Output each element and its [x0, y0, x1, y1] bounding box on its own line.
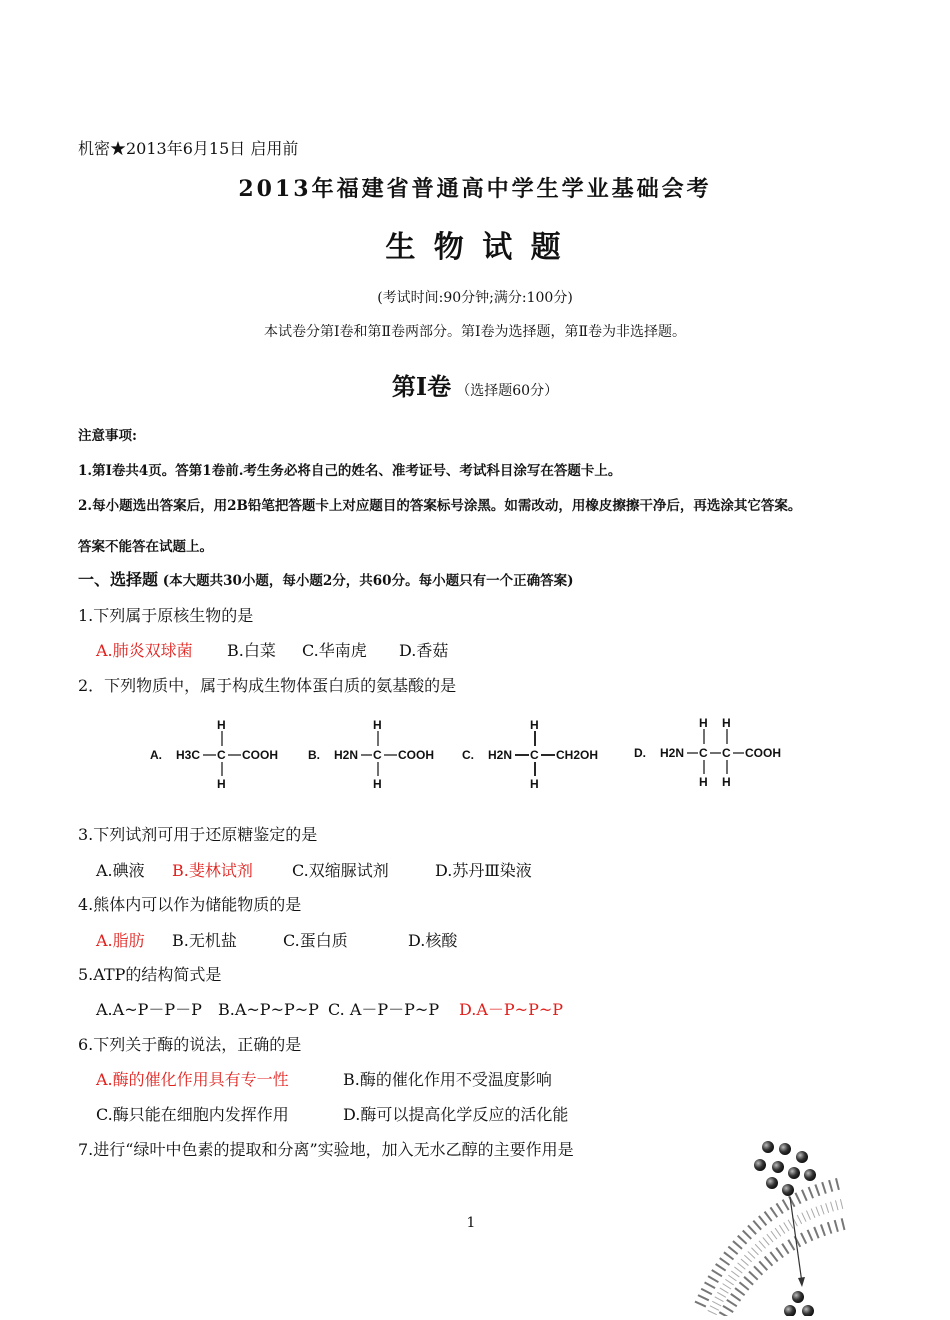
- q4-option-a: A.脂肪: [96, 931, 145, 950]
- q3-option-d: D.苏丹Ⅲ染液: [435, 861, 532, 880]
- molecule-d: [634, 712, 804, 795]
- mol-d-bottom-2: H: [722, 775, 731, 789]
- q3-option-b: B.斐林试剂: [172, 861, 253, 880]
- mol-c-left: H2N: [488, 748, 513, 762]
- question-1-stem: 1.下列属于原核生物的是: [78, 606, 254, 625]
- notes-item-1: 1.第I卷共4页。答第1卷前.考生务必将自己的姓名、准考证号、考试科目涂写在答题卡上。: [78, 463, 622, 479]
- part1-title: 第I卷: [391, 372, 452, 401]
- particle-icon: [796, 1151, 808, 1163]
- question-3-stem: 3.下列试剂可用于还原糖鉴定的是: [78, 825, 318, 844]
- confidential-line: 机密★2013年6月15日 启用前: [78, 139, 299, 158]
- mol-c-carbon: C: [530, 748, 539, 762]
- particle-icon: [804, 1169, 816, 1181]
- q6-option-a: A.酶的催化作用具有专一性: [96, 1070, 289, 1089]
- q5-option-b: B.A~P~P~P: [218, 1000, 319, 1019]
- arrow-head-icon: [798, 1277, 805, 1287]
- mol-d-top-1: H: [699, 716, 708, 730]
- particle-icon: [772, 1161, 784, 1173]
- part1-heading: [0, 367, 950, 402]
- q1-option-a: A.肺炎双球菌: [96, 641, 193, 660]
- q3-option-c: C.双缩脲试剂: [292, 861, 389, 880]
- mol-c-top: H: [530, 718, 539, 732]
- mol-d-left: H2N: [660, 746, 685, 760]
- question-3-options: [96, 861, 532, 881]
- membrane-inner-heads: [724, 1223, 848, 1316]
- q3-option-a: A.碘液: [96, 861, 145, 880]
- mol-b-carbon: C: [373, 748, 382, 762]
- q1-option-c: C.华南虎: [302, 641, 367, 660]
- q6-option-b: B.酶的催化作用不受温度影响: [343, 1070, 552, 1089]
- mol-a-top: H: [217, 718, 226, 732]
- q5-option-d: D.A－P~P~P: [459, 1000, 564, 1019]
- mol-c-bottom: H: [530, 777, 539, 791]
- molecule-a: [150, 712, 290, 795]
- exam-title: 2013年福建省普通高中学生学业基础会考: [238, 176, 712, 202]
- membrane-outer-heads: [700, 1183, 842, 1305]
- subject-title: 生 物 试 题: [385, 230, 565, 265]
- mol-a-bottom: H: [217, 777, 226, 791]
- notes-heading: 注意事项:: [78, 428, 137, 444]
- particle-icon: [766, 1177, 778, 1189]
- question-1-options: [96, 641, 448, 661]
- particle-icon: [782, 1184, 794, 1196]
- question-6-options-row-1: [96, 1070, 552, 1090]
- section-heading: [78, 570, 573, 591]
- molecule-c: [462, 712, 612, 795]
- question-2-stem: 2．下列物质中，属于构成生物体蛋白质的氨基酸的是: [78, 676, 457, 695]
- q1-option-d: D.香菇: [399, 641, 449, 660]
- question-5-stem: 5.ATP的结构简式是: [78, 965, 222, 984]
- question-6-options-row-2: [96, 1105, 568, 1125]
- mol-c-label: C.: [462, 748, 474, 762]
- q4-option-c: C.蛋白质: [283, 931, 348, 950]
- q6-option-c: C.酶只能在细胞内发挥作用: [96, 1105, 289, 1124]
- mol-a-label: A.: [150, 748, 162, 762]
- page-number: 1: [466, 1215, 476, 1231]
- cell-membrane-illustration: [690, 1135, 850, 1316]
- mol-a-right: COOH: [242, 748, 278, 762]
- question-4-stem: 4.熊体内可以作为储能物质的是: [78, 895, 302, 914]
- mol-b-left: H2N: [334, 748, 359, 762]
- membrane-svg: [690, 1135, 850, 1316]
- question-6-stem: 6.下列关于酶的说法，正确的是: [78, 1035, 302, 1054]
- q4-option-d: D.核酸: [408, 931, 458, 950]
- mol-b-bottom: H: [373, 777, 382, 791]
- mol-d-top-2: H: [722, 716, 731, 730]
- mol-a-carbon: C: [217, 748, 226, 762]
- transport-arrow: [790, 1197, 802, 1283]
- particle-icon: [754, 1159, 766, 1171]
- question-4-options: [96, 931, 457, 951]
- question-5-options: [96, 1000, 563, 1020]
- question-7-stem: 7.进行“绿叶中色素的提取和分离”实验地，加入无水乙醇的主要作用是: [78, 1140, 574, 1159]
- section-label: 一、选择题: [78, 570, 159, 589]
- part1-subtitle: （选择题60分）: [456, 383, 559, 399]
- mol-d-carbon-1: C: [699, 746, 708, 760]
- q4-option-b: B.无机盐: [172, 931, 237, 950]
- notes-item-3: 答案不能答在试题上。: [78, 539, 213, 555]
- mol-b-label: B.: [308, 748, 320, 762]
- mol-d-label: D.: [634, 746, 646, 760]
- particle-icon: [792, 1291, 804, 1303]
- particle-icon: [788, 1167, 800, 1179]
- q1-option-b: B.白菜: [227, 641, 276, 660]
- particle-icon: [779, 1143, 791, 1155]
- mol-d-carbon-2: C: [722, 746, 731, 760]
- q5-option-a: A.A~P－P－P: [96, 1000, 202, 1019]
- q6-option-d: D.酶可以提高化学反应的活化能: [343, 1105, 569, 1124]
- mol-c-right: CH2OH: [556, 748, 599, 762]
- notes-item-2: 2.每小题选出答案后，用2B铅笔把答题卡上对应题目的答案标号涂黑。如需改动，用橡皮擦擦干净后，再选涂其它答案。: [78, 498, 802, 514]
- particle-icon: [762, 1141, 774, 1153]
- mol-a-left: H3C: [176, 748, 201, 762]
- q5-option-c: C. A－P－P~P: [328, 1000, 440, 1019]
- mol-b-top: H: [373, 718, 382, 732]
- mol-d-right: COOH: [745, 746, 781, 760]
- exam-time-info: (考试时间:90分钟;满分:100分): [377, 290, 573, 306]
- particle-icon: [802, 1305, 814, 1316]
- mol-d-bottom-1: H: [699, 775, 708, 789]
- molecule-b: [308, 712, 448, 795]
- particle-icon: [784, 1305, 796, 1316]
- section-desc: (本大题共30小题，每小题2分，共60分。每小题只有一个正确答案): [158, 573, 574, 589]
- paper-intro: 本试卷分第Ⅰ卷和第Ⅱ卷两部分。第I卷为选择题，第Ⅱ卷为非选择题。: [263, 324, 687, 340]
- mol-b-right: COOH: [398, 748, 434, 762]
